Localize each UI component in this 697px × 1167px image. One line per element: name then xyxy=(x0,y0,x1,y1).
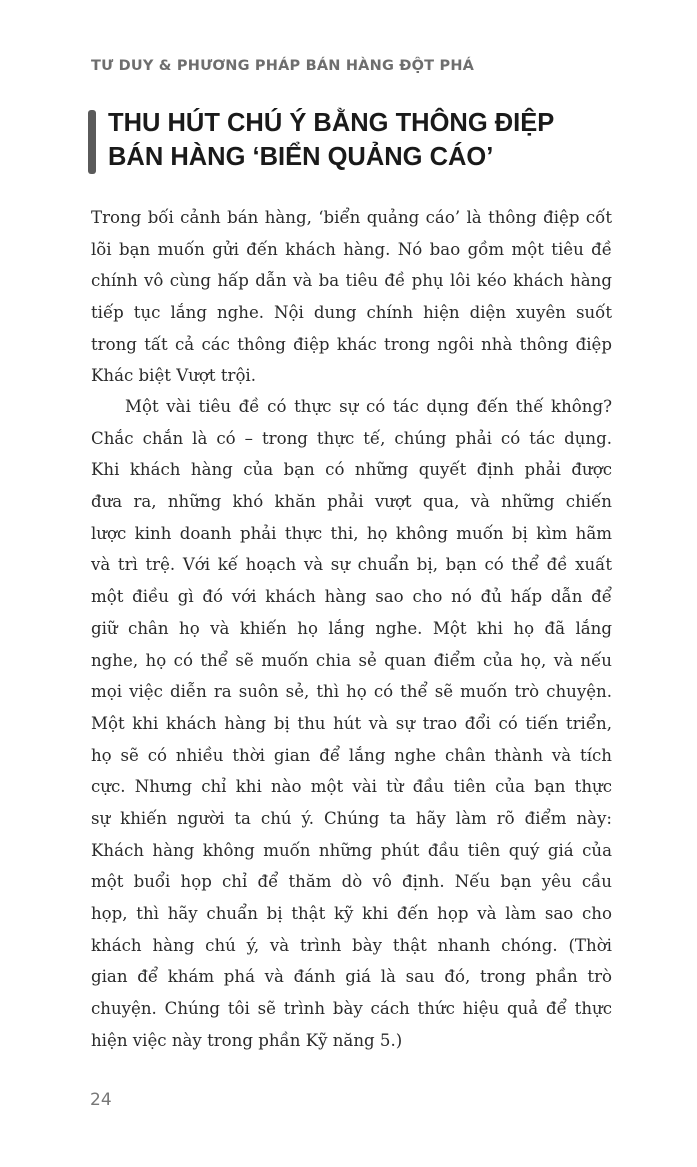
text-line: Một khi khách hàng bị thu hút và sự trao đổi có tiến triển, xyxy=(91,713,612,733)
running-header: TƯ DUY & PHƯƠNG PHÁP BÁN HÀNG ĐỘT PHÁ xyxy=(91,58,475,74)
section-title-line: THU HÚT CHÚ Ý BẰNG THÔNG ĐIỆP xyxy=(108,109,555,137)
text-line: lõi bạn muốn gửi đến khách hàng. Nó bao gồm một tiêu đề xyxy=(91,239,612,259)
text-line: cực. Nhưng chỉ khi nào một vài từ đầu tiên của bạn thực xyxy=(91,777,612,797)
text-line: họ sẽ có nhiều thời gian để lắng nghe chân thành và tích xyxy=(91,745,612,765)
text-line: chính vô cùng hấp dẫn và ba tiêu đề phụ lôi kéo khách hàng xyxy=(91,271,612,291)
text-line: giữ chân họ và khiến họ lắng nghe. Một khi họ đã lắng xyxy=(91,618,612,638)
text-line: Một vài tiêu đề có thực sự có tác dụng đến thế không? xyxy=(125,397,612,416)
text-line: họp, thì hãy chuẩn bị thật kỹ khi đến họp và làm sao cho xyxy=(91,904,612,923)
text-line: chuyện. Chúng tôi sẽ trình bày cách thức hiệu quả để thực xyxy=(91,999,612,1019)
text-line: khách hàng chú ý, và trình bày thật nhanh chóng. (Thời xyxy=(91,935,612,955)
text-line: một buổi họp chỉ để thăm dò vô định. Nếu bạn yêu cầu xyxy=(91,872,612,892)
text-line: sự khiến người ta chú ý. Chúng ta hãy làm rõ điểm này: xyxy=(91,808,612,828)
text-line: Chắc chắn là có – trong thực tế, chúng phải có tác dụng. xyxy=(91,428,612,448)
text-line: Khi khách hàng của bạn có những quyết định phải được xyxy=(91,460,612,480)
text-line: tiếp tục lắng nghe. Nội dung chính hiện diện xuyên suốt xyxy=(91,303,612,323)
text-line: lược kinh doanh phải thực thi, họ không muốn bị kìm hãm xyxy=(91,523,612,543)
paragraph-1 xyxy=(91,202,612,392)
text-line: nghe, họ có thể sẽ muốn chia sẻ quan điểm của họ, và nếu xyxy=(91,650,612,670)
text-line: mọi việc diễn ra suôn sẻ, thì họ có thể sẽ muốn trò chuyện. xyxy=(91,682,612,702)
text-line: hiện việc này trong phần Kỹ năng 5.) xyxy=(91,1030,403,1050)
paragraph-2 xyxy=(91,391,612,1056)
text-line: một điều gì đó với khách hàng sao cho nó đủ hấp dẫn để xyxy=(91,587,612,607)
text-line: và trì trệ. Với kế hoạch và sự chuẩn bị, bạn có thể đề xuất xyxy=(91,555,612,575)
page-number: 24 xyxy=(90,1090,112,1110)
title-accent-bar xyxy=(88,110,96,174)
text-line: gian để khám phá và đánh giá là sau đó, trong phần trò xyxy=(91,967,612,987)
text-line: Trong bối cảnh bán hàng, ‘biển quảng cáo’ là thông điệp cốt xyxy=(91,208,612,227)
section-title-line: BÁN HÀNG ‘BIỂN QUẢNG CÁO’ xyxy=(108,143,494,171)
text-line: đưa ra, những khó khăn phải vượt qua, và những chiến xyxy=(91,492,612,512)
text-line: trong tất cả các thông điệp khác trong ngôi nhà thông điệp xyxy=(91,334,612,354)
section-title xyxy=(108,106,554,174)
text-line: Khác biệt Vượt trội. xyxy=(91,366,257,386)
text-line: Khách hàng không muốn những phút đầu tiên quý giá của xyxy=(91,840,612,860)
